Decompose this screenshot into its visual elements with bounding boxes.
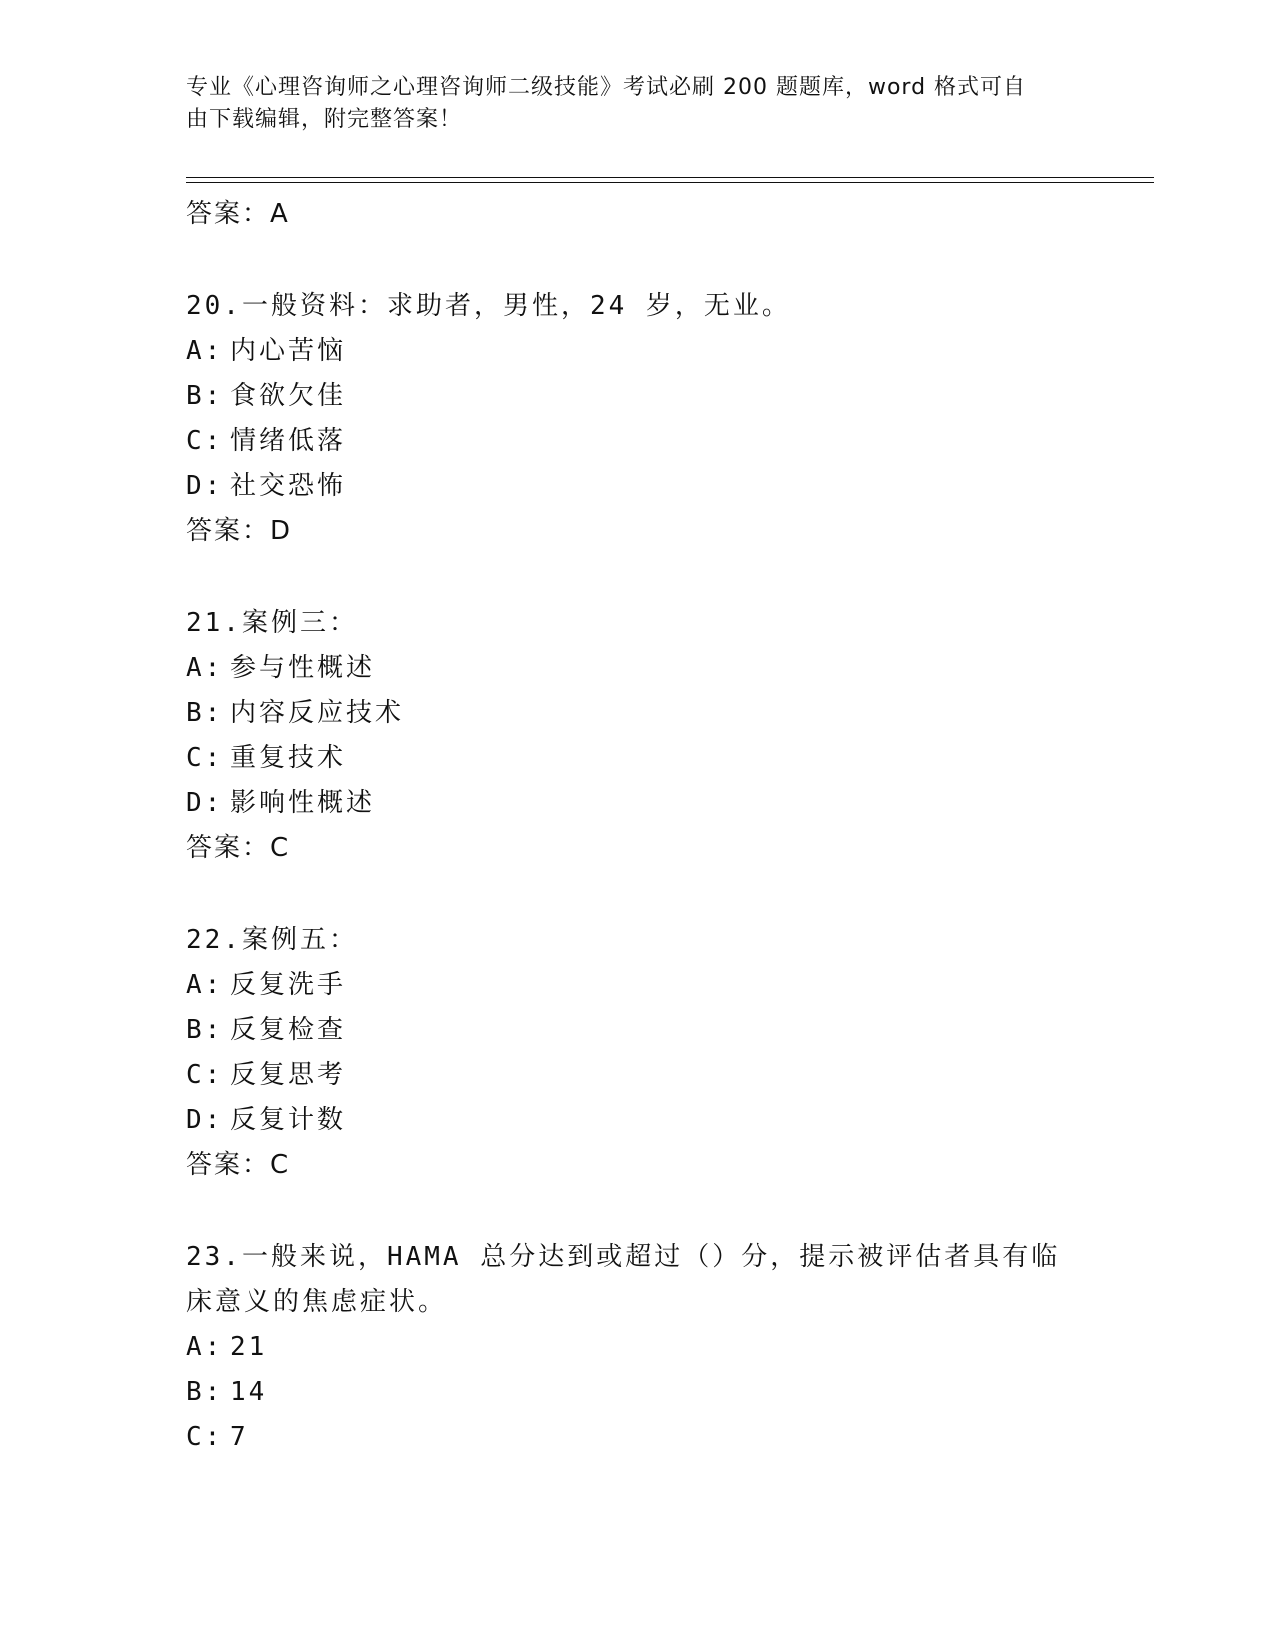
previous-answer: 答案：A: [186, 199, 290, 229]
option-text: 重复技术: [230, 743, 347, 773]
option-text: 内容反应技术: [230, 698, 405, 728]
question-20: [186, 284, 1086, 554]
option-text: 7: [230, 1422, 249, 1452]
question-23: [186, 1235, 1086, 1460]
question-22: [186, 918, 1086, 1188]
option-letter: B:: [186, 381, 224, 411]
option-c: [186, 419, 1086, 464]
answer: 答案：D: [186, 516, 293, 546]
option-text: 影响性概述: [230, 788, 376, 818]
option-text: 内心苦恼: [230, 336, 347, 366]
option-a: [186, 329, 1086, 374]
option-d: [186, 781, 1086, 826]
option-b: [186, 691, 1086, 736]
option-letter: A:: [186, 1332, 224, 1362]
option-text: 反复计数: [230, 1105, 347, 1135]
option-letter: C:: [186, 426, 224, 456]
header-line-1: 专业《心理咨询师之心理咨询师二级技能》考试必刷 200 题题库，word 格式可自: [186, 75, 1027, 100]
answer: 答案：C: [186, 1150, 291, 1180]
header-divider-bottom: [186, 182, 1154, 183]
option-letter: D:: [186, 471, 224, 501]
question-stem: 22.案例五：: [186, 925, 358, 955]
option-text: 食欲欠佳: [230, 381, 347, 411]
option-b: [186, 1008, 1086, 1053]
option-text: 情绪低落: [230, 426, 347, 456]
question-list: [186, 192, 1086, 1460]
question-21: [186, 601, 1086, 871]
option-text: 14: [230, 1377, 268, 1407]
header-divider-top: [186, 177, 1154, 178]
option-c: [186, 1053, 1086, 1098]
question-stem: 21.案例三：: [186, 608, 358, 638]
answer: 答案：C: [186, 833, 291, 863]
option-a: [186, 1325, 1086, 1370]
option-letter: B:: [186, 1015, 224, 1045]
option-letter: A:: [186, 970, 224, 1000]
option-text: 参与性概述: [230, 653, 376, 683]
option-a: [186, 646, 1086, 691]
option-letter: A:: [186, 336, 224, 366]
option-c: [186, 736, 1086, 781]
option-c: [186, 1415, 1086, 1460]
question-stem: 23.一般来说，HAMA 总分达到或超过（）分，提示被评估者具有临床意义的焦虑症状。: [186, 1242, 1061, 1317]
option-a: [186, 963, 1086, 1008]
option-text: 社交恐怖: [230, 471, 347, 501]
option-letter: D:: [186, 788, 224, 818]
option-letter: C:: [186, 1422, 224, 1452]
option-d: [186, 1098, 1086, 1143]
option-letter: D:: [186, 1105, 224, 1135]
option-letter: B:: [186, 1377, 224, 1407]
option-text: 反复思考: [230, 1060, 347, 1090]
option-text: 21: [230, 1332, 268, 1362]
option-letter: C:: [186, 1060, 224, 1090]
option-text: 反复洗手: [230, 970, 347, 1000]
option-letter: C:: [186, 743, 224, 773]
option-text: 反复检查: [230, 1015, 347, 1045]
header-line-2: 由下载编辑，附完整答案！: [186, 107, 463, 132]
option-b: [186, 374, 1086, 419]
document-header: [186, 72, 1066, 136]
option-d: [186, 464, 1086, 509]
option-letter: A:: [186, 653, 224, 683]
question-stem: 20.一般资料：求助者，男性，24 岁，无业。: [186, 291, 791, 321]
option-letter: B:: [186, 698, 224, 728]
option-b: [186, 1370, 1086, 1415]
